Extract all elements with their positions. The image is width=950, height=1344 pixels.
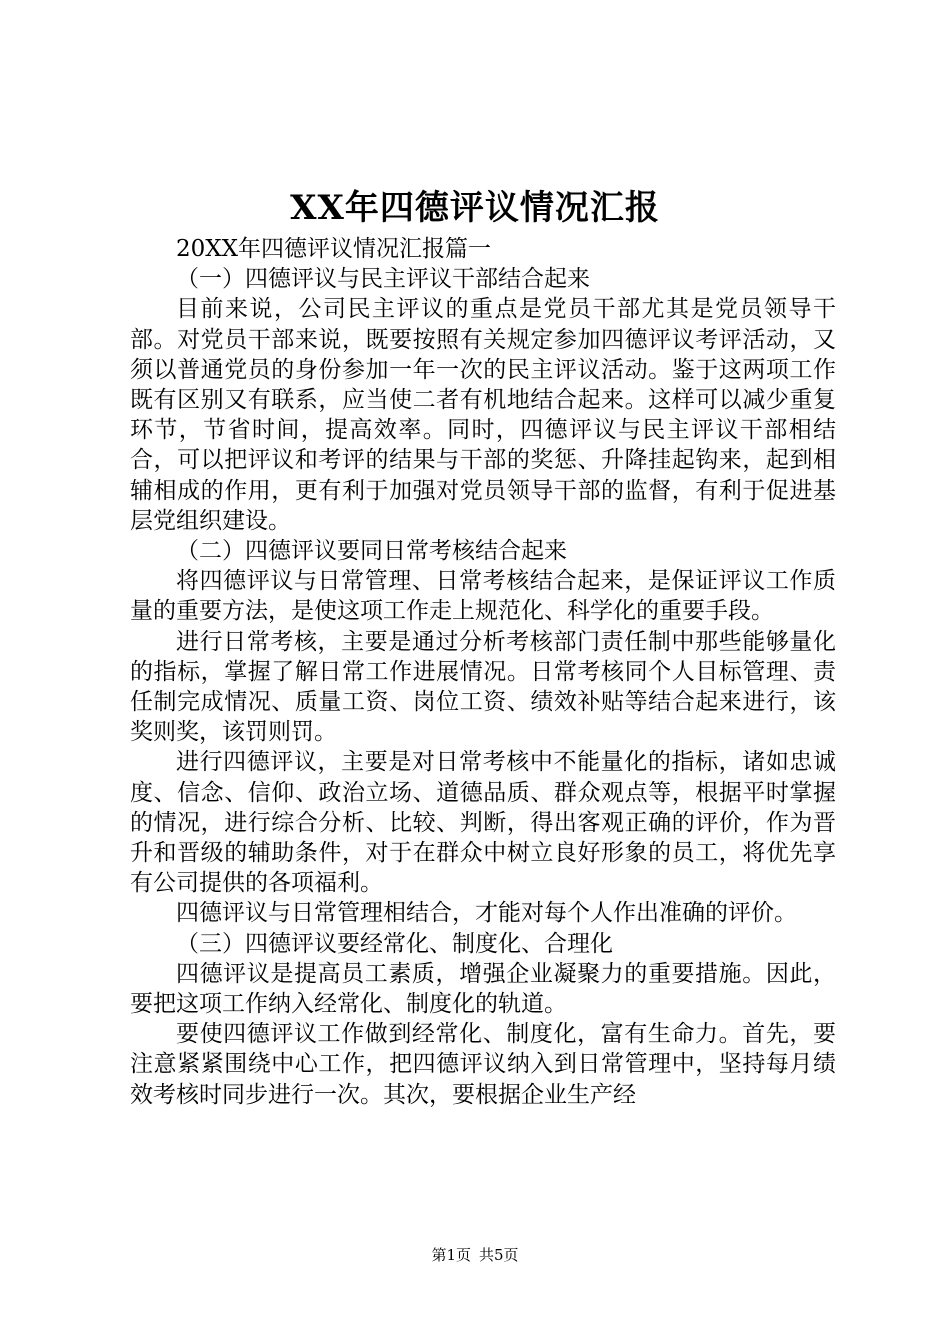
document-title: XX年四德评议情况汇报 xyxy=(290,188,660,228)
body-paragraph: 目前来说，公司民主评议的重点是党员干部尤其是党员领导干部。对党员干部来说，既要按照有关规定参加四德评议考评活动，又须以普通党员的身份参加一年一次的民主评议活动。鉴于这两项工作既有区别又有联系，应当使二者有机地结合起来。这样可以减少重复环节，节省时间，提高效率。同时，四德评议与民主评议干部相结合，可以把评议和考评的结果与干部的奖惩、升降挂起钩来，起到相辅相成的作用，更有利于加强对党员领导干部的监督，有利于促进基层党组织建设。 xyxy=(130,296,836,534)
page-number: 第1页 xyxy=(431,1246,471,1264)
section-heading: 20XX年四德评议情况汇报篇一 xyxy=(176,236,492,262)
body-paragraph: 进行四德评议，主要是对日常考核中不能量化的指标，诸如忠诚度、信念、信仰、政治立场、道德品质、群众观点等，根据平时掌握的情况，进行综合分析、比较、判断，得出客观正确的评价，作为晋升和晋级的辅助条件，对于在群众中树立良好形象的员工，将优先享有公司提供的各项福利。 xyxy=(130,749,836,897)
document-body xyxy=(130,234,836,1110)
section-heading: （一）四德评议与民主评议干部结合起来 xyxy=(176,266,590,293)
page-footer xyxy=(0,1245,950,1265)
body-paragraph: 要使四德评议工作做到经常化、制度化，富有生命力。首先，要注意紧紧围绕中心工作，把四德评议纳入到日常管理中，坚持每月绩效考核时同步进行一次。其次，要根据企业生产经 xyxy=(130,1021,836,1108)
section-heading: （三）四德评议要经常化、制度化、合理化 xyxy=(176,930,613,957)
body-paragraph: 四德评议与日常管理相结合，才能对每个人作出准确的评价。 xyxy=(176,900,797,927)
total-pages: 共5页 xyxy=(479,1246,519,1264)
section-heading: （二）四德评议要同日常考核结合起来 xyxy=(176,538,567,565)
body-paragraph: 将四德评议与日常管理、日常考核结合起来，是保证评议工作质量的重要方法，是使这项工作走上规范化、科学化的重要手段。 xyxy=(130,568,836,625)
body-paragraph: 进行日常考核，主要是通过分析考核部门责任制中那些能够量化的指标，掌握了解日常工作进展情况。日常考核同个人目标管理、责任制完成情况、质量工资、岗位工资、绩效补贴等结合起来进行，该奖则奖，该罚则罚。 xyxy=(130,628,836,746)
body-paragraph: 四德评议是提高员工素质，增强企业凝聚力的重要措施。因此，要把这项工作纳入经常化、制度化的轨道。 xyxy=(130,960,836,1018)
